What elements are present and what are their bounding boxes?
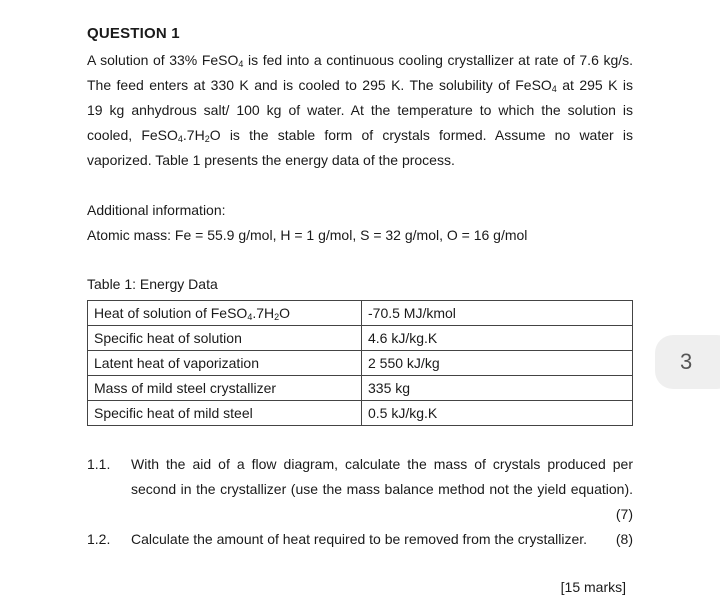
table-row <box>88 376 633 401</box>
subquestion-marks: (8) <box>615 531 633 547</box>
subquestion-marks: (7) <box>615 506 633 522</box>
subquestion-text <box>131 452 633 502</box>
row-value: 335 kg <box>362 376 633 401</box>
table-row <box>88 326 633 351</box>
subquestion-1-2 <box>87 527 633 552</box>
row-value: 4.6 kJ/kg.K <box>362 326 633 351</box>
row-value: -70.5 MJ/kmol <box>362 301 633 326</box>
subquestion-line: Calculate the amount of heat required to be removed from the crystallizer. <box>131 531 588 547</box>
subquestion-text <box>131 527 633 552</box>
subquestion-number: 1.1. <box>87 456 111 472</box>
subquestion-number: 1.2. <box>87 531 111 547</box>
table-row <box>88 401 633 426</box>
table-row <box>88 351 633 376</box>
additional-info-label: Additional information: <box>87 202 226 218</box>
intro-line: vaporized. Table 1 presents the energy data of the process. <box>87 152 455 168</box>
atomic-mass-info: Atomic mass: Fe = 55.9 g/mol, H = 1 g/mol, S = 32 g/mol, O = 16 g/mol <box>87 227 528 243</box>
page-number: 3 <box>680 349 693 374</box>
intro-line: 19 kg anhydrous salt/ 100 kg of water. At the temperature to which the solution is <box>87 102 633 118</box>
row-label: Specific heat of mild steel <box>88 401 362 426</box>
table-caption: Table 1: Energy Data <box>87 276 218 292</box>
row-value: 2 550 kJ/kg <box>362 351 633 376</box>
page-number-badge <box>655 335 720 389</box>
row-label: Latent heat of vaporization <box>88 351 362 376</box>
row-value: 0.5 kJ/kg.K <box>362 401 633 426</box>
question-intro <box>87 48 633 173</box>
row-label: Specific heat of solution <box>88 326 362 351</box>
intro-line: The feed enters at 330 K and is cooled to 295 K. The solubility of FeSO$_4$ at 295 K is <box>87 77 633 94</box>
intro-line: cooled, $FeSO_4.7H_2O$ is the stable form of crystals formed. Assume no water is <box>87 127 633 144</box>
total-marks: [15 marks] <box>560 579 626 595</box>
subquestion-1-1 <box>87 452 633 522</box>
table-row <box>88 301 633 326</box>
row-label: Heat of solution of $FeSO_4.7H_2O$ <box>88 301 362 326</box>
row-label: Mass of mild steel crystallizer <box>88 376 362 401</box>
question-title: QUESTION 1 <box>87 25 180 42</box>
subquestion-line: second in the crystallizer (use the mass balance method not the yield equation). <box>131 481 633 497</box>
intro-line: A solution of 33% FeSO$_4$ is fed into a continuous cooling crystallizer at rate of 7.6 kg/s. <box>87 52 634 69</box>
energy-data-table <box>87 300 633 426</box>
subquestion-line: With the aid of a flow diagram, calculate the mass of crystals produced per <box>131 456 633 472</box>
